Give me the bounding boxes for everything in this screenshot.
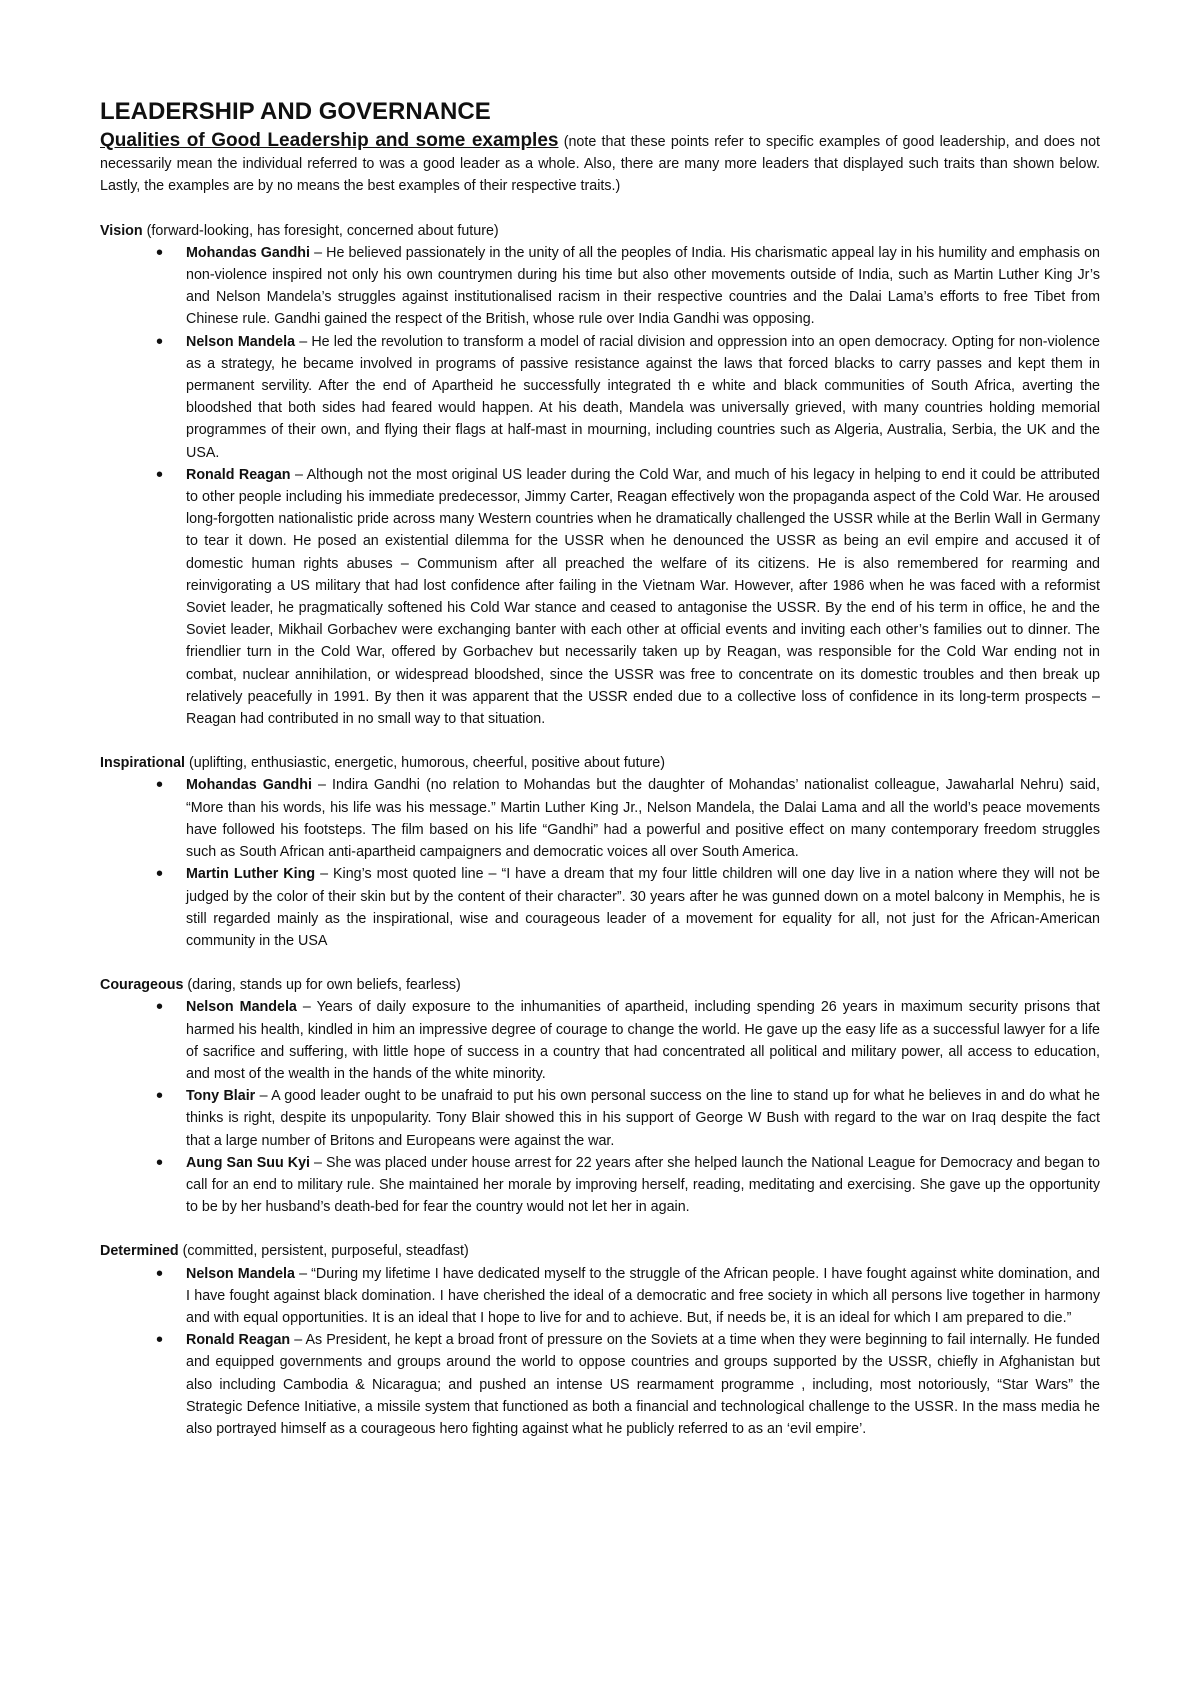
- list-item: [186, 242, 1100, 331]
- section-courageous: [100, 974, 1100, 1218]
- example-text: – Although not the most original US leader during the Cold War, and much of his legacy in helping to end it could be attributed to other people including his immediate predecessor, Jimmy Carter, Reagan effectively won the propaganda aspect of the Cold War. He aroused long-forgotten nationalistic pride across many Western countries when he dramatically challenged the USSR while at the Berlin Wall in Germany to tear it down. He posed an existential dilemma for the USSR when he denounced the USSR as being an evil empire and accused it of domestic human rights abuses – Communism after all preached the welfare of its citizens. He is also remembered for rearming and reinvigorating a US military that had lost confidence after failing in the Vietnam War. However, after 1986 when he was faced with a reformist Soviet leader, he pragmatically softened his Cold War stance and ceased to antagonise the USSR. By the end of his term in office, he and the Soviet leader, Mikhail Gorbachev were exchanging banter with each other at official events and inviting each other’s families out to dinner. The friendlier turn in the Cold War, offered by Gorbachev but necessarily taken up by Reagan, was responsible for the Cold War ending not in combat, nuclear annihilation, or widespread bloodshed, since the USSR was free to concentrate on its domestic troubles and then break up relatively peacefully in 1991. By then it was apparent that the USSR ended due to a collective loss of confidence in its long-term prospects – Reagan had contributed in no small way to that situation.: [186, 466, 1100, 728]
- intro-note: (note that these points refer to specific examples of good leadership, and does not necessarily mean the individual referred to was a good leader as a whole. Also, there are many more leaders that displayed such traits than shown below. Lastly, the examples are by no means the best examples of their respective traits.): [100, 134, 1100, 195]
- example-text: – He believed passionately in the unity of all the peoples of India. His charismatic appeal lay in his humility and emphasis on non-violence inspired not only his own countrymen during his time but also other movements outside of India, such as Martin Luther King Jr’s and Nelson Mandela’s struggles against institutionalised racism in their respective countries and the Dalai Lama’s efforts to free Tibet from Chinese rule. Gandhi gained the respect of the British, whose rule over India Gandhi was opposing.: [186, 244, 1100, 328]
- section-heading: [100, 752, 1100, 774]
- list-item: [186, 1152, 1100, 1219]
- example-list: [100, 774, 1100, 952]
- example-text: – A good leader ought to be unafraid to put his own personal success on the line to stand up for what he believes in and do what he thinks is right, despite its unpopularity. Tony Blair showed this in his support of George W Bush with regard to the war on Iraq despite the fact that a large number of Britons and Europeans were against the war.: [186, 1088, 1100, 1149]
- example-text: – Years of daily exposure to the inhumanities of apartheid, including spending 26 years in maximum security prisons that harmed his health, kindled in him an impressive degree of courage to change the world. He gave up the easy life as a successful lawyer for a life of sacrifice and suffering, with little hope of success in a country that had concentrated all political and military power, all access to education, and most of the wealth in the hands of the white minority.: [186, 999, 1100, 1082]
- section-description: (forward-looking, has foresight, concerned about future): [146, 222, 499, 239]
- list-item: [186, 1263, 1100, 1330]
- list-item: [186, 774, 1100, 863]
- section-name: Determined: [100, 1243, 179, 1260]
- page-title: LEADERSHIP AND GOVERNANCE: [100, 98, 491, 125]
- example-text: – Indira Gandhi (no relation to Mohandas but the daughter of Mohandas’ nationalist colleague, Jawaharlal Nehru) said, “More than his words, his life was his message.” Martin Luther King Jr., Nelson Mandela, the Dalai Lama and all the world’s peace movements have followed his footsteps. The film based on his life “Gandhi” had a powerful and positive effect on many contemporary freedom struggles such as South African anti-apartheid campaigners and democratic voices all over South America.: [186, 777, 1100, 861]
- list-item: [186, 1085, 1100, 1152]
- leader-name: Martin Luther King: [186, 866, 316, 883]
- example-text: – King’s most quoted line – “I have a dream that my four little children will one day live in a nation where they will not be judged by the color of their skin but by the content of their character”. 30 years after he was gunned down on a motel balcony in Memphis, he is still regarded mainly as the inspirational, wise and courageous leader of a movement for equality for all, not just for the African-American community in the USA: [186, 866, 1100, 949]
- example-list: [100, 1263, 1100, 1441]
- leader-name: Nelson Mandela: [186, 333, 296, 350]
- section-description: (daring, stands up for own beliefs, fearless): [187, 977, 461, 994]
- list-item: [186, 331, 1100, 464]
- list-item: [186, 863, 1100, 952]
- leader-name: Aung San Suu Kyi: [186, 1154, 311, 1171]
- list-item: [186, 464, 1100, 730]
- example-text: – She was placed under house arrest for 22 years after she helped launch the National League for Democracy and began to call for an end to military rule. She maintained her morale by improving herself, reading, meditating and exercising. She gave up the opportunity to be by her husband’s death-bed for fear the country would not let her in again.: [186, 1154, 1100, 1216]
- example-list: [100, 996, 1100, 1218]
- intro-paragraph: [100, 130, 1100, 198]
- leader-name: Nelson Mandela: [186, 999, 297, 1016]
- example-text: – “During my lifetime I have dedicated myself to the struggle of the African people. I have fought against white domination, and I have fought against black domination. I have cherished the ideal of a democratic and free society in which all persons live together in harmony and with equal opportunities. It is an ideal that I hope to live for and to achieve. But, if needs be, it is an ideal for which I am prepared to die.”: [186, 1265, 1100, 1326]
- intro-subheading: Qualities of Good Leadership and some examples: [100, 130, 559, 151]
- section-heading: [100, 974, 1100, 996]
- leader-name: Mohandas Gandhi: [186, 244, 311, 261]
- example-list: [100, 242, 1100, 730]
- example-text: – As President, he kept a broad front of pressure on the Soviets at a time when they were beginning to fail internally. He funded and equipped governments and groups around the world to oppose countries and groups supported by the USSR, chiefly in Afghanistan but also including Cambodia & Nicaragua; and pushed an intense US rearmament programme , including, most notoriously, “Star Wars” the Strategic Defence Initiative, a missile system that functioned as both a financial and technological challenge to the USSR. In the mass media he also portrayed himself as a courageous hero fighting against what he publicly referred to as an ‘evil empire’.: [186, 1332, 1100, 1437]
- section-determined: [100, 1240, 1100, 1440]
- list-item: [186, 996, 1100, 1085]
- leader-name: Ronald Reagan: [186, 466, 291, 483]
- section-heading: [100, 220, 1100, 242]
- section-name: Vision: [100, 222, 143, 239]
- list-item: [186, 1329, 1100, 1440]
- section-name: Inspirational: [100, 755, 185, 772]
- leader-name: Mohandas Gandhi: [186, 777, 312, 794]
- section-inspirational: [100, 752, 1100, 952]
- section-heading: [100, 1240, 1100, 1262]
- section-description: (uplifting, enthusiastic, energetic, humorous, cheerful, positive about future): [188, 755, 666, 772]
- section-vision: [100, 220, 1100, 731]
- leader-name: Nelson Mandela: [186, 1265, 295, 1282]
- leader-name: Ronald Reagan: [186, 1332, 291, 1349]
- section-description: (committed, persistent, purposeful, steadfast): [182, 1243, 469, 1260]
- section-name: Courageous: [100, 977, 184, 994]
- example-text: – He led the revolution to transform a model of racial division and oppression into an open democracy. Opting for non-violence as a strategy, he became involved in programs of passive resistance against the laws that forced blacks to carry passes and kept them in permanent servility. After the end of Apartheid he successfully integrated th e white and black communities of South Africa, averting the bloodshed that both sides had feared would happen. At his death, Mandela was universally grieved, with many countries holding memorial programmes of their own, and flying their flags at half-mast in mourning, including countries such as Algeria, Australia, Serbia, the UK and the USA.: [186, 333, 1100, 461]
- leader-name: Tony Blair: [186, 1088, 256, 1105]
